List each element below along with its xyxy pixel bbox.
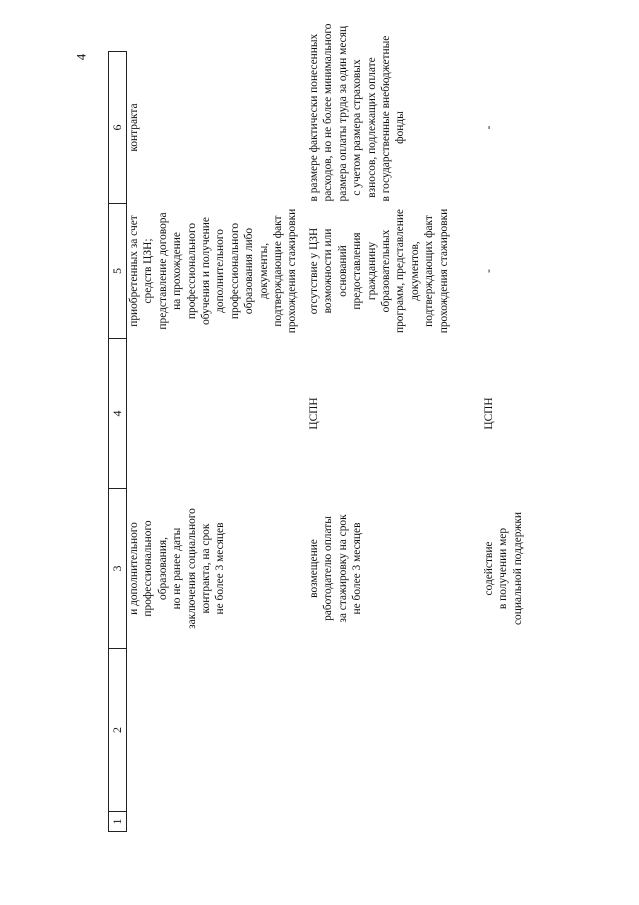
- cell-text-line: и дополнительного: [128, 522, 140, 615]
- cell-col3: [482, 489, 592, 649]
- cell-text-line: расходов, но не более минимального: [322, 23, 335, 202]
- table-row: [482, 52, 592, 832]
- cell-text-line: в размере фактически понесенных: [308, 33, 320, 202]
- cell-text-line: размера оплаты труда за один месяц: [336, 25, 349, 202]
- cell-text-line: профессионального: [228, 222, 241, 320]
- cell-lines: [127, 206, 300, 337]
- cell-text-line: работодателю оплаты: [322, 516, 335, 621]
- cell-text-line: заключения социального: [185, 508, 198, 629]
- cell-text-line: контракта: [128, 103, 140, 152]
- cell-col4: ЦСПН: [483, 397, 495, 430]
- page-number: 4: [73, 53, 89, 61]
- cell-text-line: контракта, на срок: [200, 523, 213, 614]
- cell-text-line: -: [483, 125, 495, 130]
- cell-lines: [307, 206, 451, 337]
- cell-col1: [127, 812, 308, 832]
- cell-text-line: средств ЦЗН;: [142, 238, 155, 304]
- cell-text-line: документы,: [257, 242, 270, 300]
- cell-text-line: за стажировку на срок: [336, 514, 349, 623]
- cell-col6: [127, 52, 308, 204]
- column-number-4: 4: [109, 339, 127, 489]
- cell-text-line: прохождения стажировки: [437, 208, 450, 334]
- cell-text-line: отсутствие у ЦЗН: [308, 227, 320, 315]
- cell-text-line: дополнительного: [214, 229, 227, 313]
- cell-text-line: гражданину: [365, 241, 378, 301]
- cell-lines: [307, 491, 365, 647]
- rotated-page-content: [108, 23, 633, 832]
- cell-col5: [482, 204, 592, 339]
- cell-text-line: подтверждающие факт: [272, 215, 285, 327]
- cell-text-line: в получении мер: [497, 527, 510, 610]
- cell-col2: [307, 649, 482, 812]
- cell-text-line: документов,: [408, 241, 421, 301]
- cell-text-line: социальной поддержки: [511, 511, 524, 626]
- cell-text-line: приобретенных за счет: [128, 215, 140, 327]
- column-number-3: 3: [109, 489, 127, 649]
- cell-col1: [482, 812, 592, 832]
- cell-col6: [482, 52, 592, 204]
- cell-text-line: на прохождение: [171, 232, 184, 310]
- cell-text-line: не более 3 месяцев: [214, 522, 227, 615]
- cell-text-line: предоставления: [351, 232, 364, 310]
- cell-col1: [307, 812, 482, 832]
- cell-col5: [127, 204, 308, 339]
- column-number-1: 1: [109, 812, 127, 832]
- cell-lines: [127, 54, 141, 202]
- cell-col4: [127, 339, 308, 489]
- table-row: [127, 52, 308, 832]
- cell-text-line: фонды: [394, 111, 407, 144]
- column-number-2: 2: [109, 649, 127, 812]
- cell-text-line: профессионального: [185, 222, 198, 320]
- column-number-6: 6: [109, 52, 127, 204]
- cell-text-line: оснований: [336, 245, 349, 297]
- cell-lines: [482, 54, 496, 202]
- cell-col5: [307, 204, 482, 339]
- cell-text-line: образовательных: [380, 229, 393, 313]
- cell-text-line: но не ранее даты: [171, 527, 184, 610]
- cell-text-line: образования,: [156, 537, 169, 600]
- cell-text-line: прохождения стажировки: [286, 208, 299, 334]
- cell-text-line: возмещение: [308, 539, 320, 598]
- cell-text-line: возможности или: [322, 228, 335, 314]
- cell-text-line: представление договора: [156, 212, 169, 330]
- cell-text-line: не более 3 месяцев: [351, 522, 364, 615]
- cell-text-line: с учетом размера страховых: [351, 59, 364, 196]
- cell-lines: [307, 23, 408, 202]
- cell-text-line: программ, представление: [394, 209, 407, 333]
- cell-lines: [482, 491, 525, 647]
- table-row: [307, 52, 482, 832]
- cell-text-line: профессионального: [142, 520, 155, 617]
- cell-text-line: содействие: [483, 541, 495, 596]
- cell-col6: [307, 23, 482, 204]
- cell-text-line: образования либо: [243, 227, 256, 315]
- cell-text-line: в государственные внебюджетные: [380, 35, 393, 202]
- cell-text-line: -: [483, 269, 495, 273]
- cell-col3: [307, 489, 482, 649]
- cell-lines: [127, 491, 228, 647]
- cell-lines: [482, 206, 496, 337]
- column-number-row: [109, 52, 127, 832]
- cell-col3: [127, 489, 308, 649]
- cell-text-line: подтверждающих факт: [423, 215, 436, 327]
- cell-col2: [127, 649, 308, 812]
- cell-text-line: взносов, подлежащих оплате: [365, 57, 378, 198]
- measures-table: [108, 23, 592, 832]
- column-number-5: 5: [109, 204, 127, 339]
- cell-col2: [482, 649, 592, 812]
- cell-text-line: обучения и получение: [200, 217, 213, 325]
- cell-col4: ЦСПН: [308, 397, 320, 430]
